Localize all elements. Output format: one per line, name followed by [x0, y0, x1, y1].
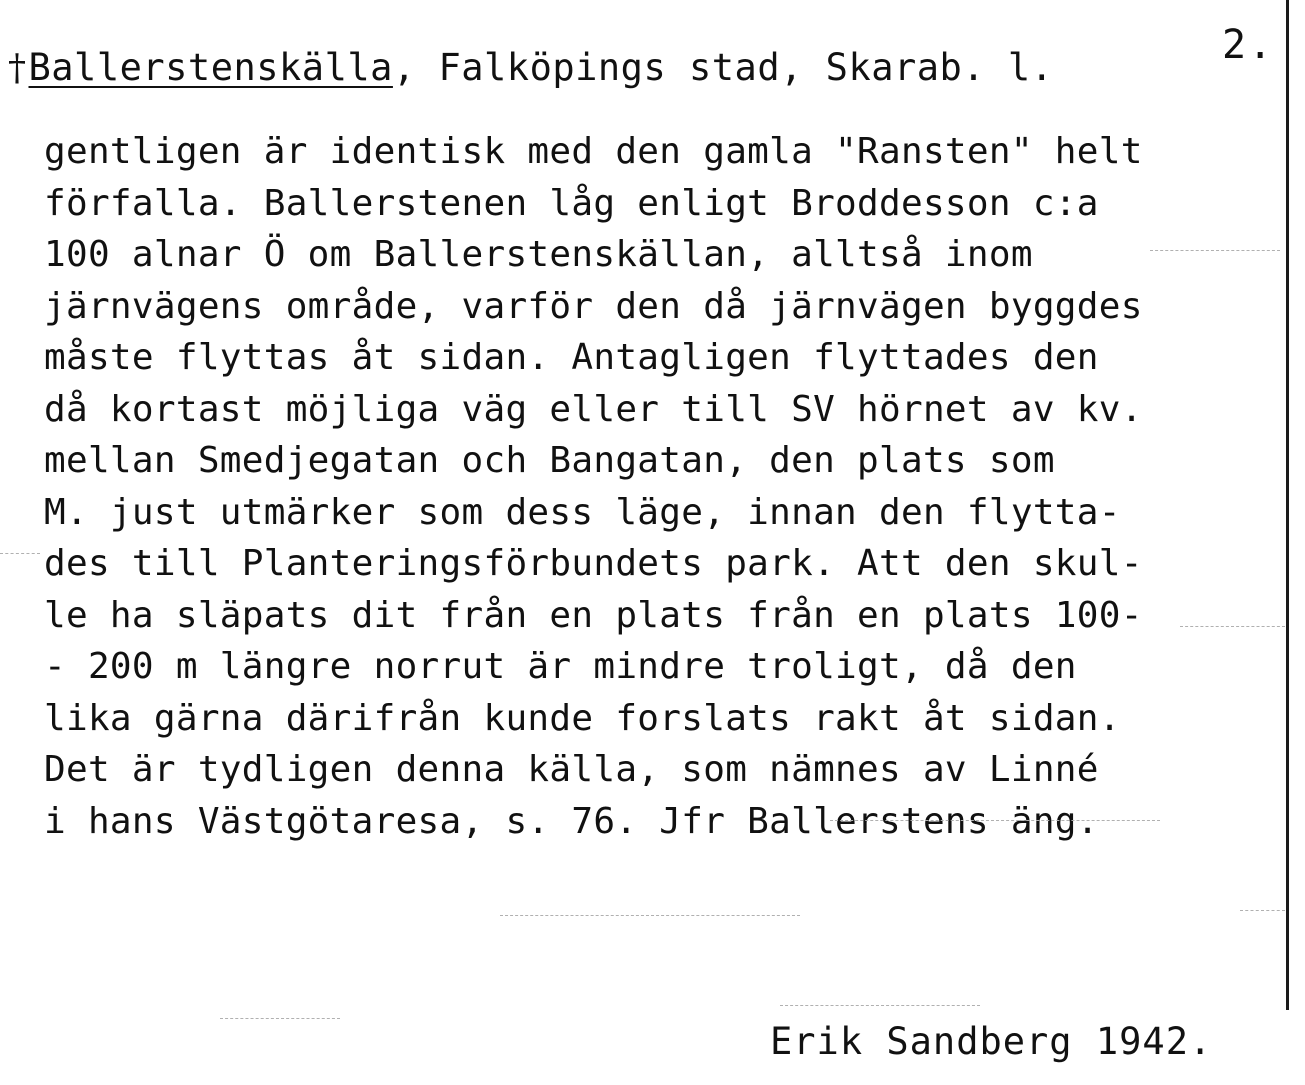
card-header — [8, 46, 1053, 89]
scan-artifact-line — [1180, 626, 1285, 628]
body-line: i hans Västgötaresa, s. 76. Jfr Ballerstens äng. — [44, 800, 1099, 842]
scan-artifact-line — [0, 553, 40, 555]
body-line: des till Planteringsförbundets park. Att den skul- — [44, 543, 1143, 584]
scan-artifact-line — [780, 1005, 980, 1007]
scan-artifact-line — [1150, 250, 1280, 252]
header-location: , Falköpings stad, Skarab. l. — [392, 46, 1054, 89]
card-body — [44, 126, 1289, 847]
scan-artifact-line — [500, 915, 800, 917]
body-line: 100 alnar Ö om Ballerstenskällan, alltså inom — [44, 234, 1033, 275]
body-line: Det är tydligen denna källa, som nämnes av Linné — [44, 749, 1099, 790]
body-line: - 200 m längre norrut är mindre troligt, då den — [44, 646, 1077, 687]
body-line: järnvägens område, varför den då järnvägen byggdes — [44, 285, 1143, 327]
scan-artifact-line — [1240, 910, 1285, 912]
place-name: Ballerstenskälla — [28, 46, 393, 89]
body-line: förfalla. Ballerstenen låg enligt Broddesson c:a — [44, 182, 1099, 224]
body-line: lika gärna därifrån kunde forslats rakt åt sidan. — [44, 697, 1121, 739]
page-number: 2. — [1222, 22, 1275, 68]
body-line: le ha släpats dit från en plats från en plats 100- — [44, 594, 1143, 636]
deceased-mark: † — [8, 48, 27, 89]
scan-artifact-line — [830, 820, 1160, 822]
signature: Erik Sandberg 1942. — [770, 1020, 1213, 1063]
body-line: då kortast möjliga väg eller till SV hörnet av kv. — [44, 388, 1143, 430]
body-line: måste flyttas åt sidan. Antagligen flyttades den — [44, 337, 1099, 378]
body-line: M. just utmärker som dess läge, innan den flytta- — [44, 491, 1121, 533]
body-line: mellan Smedjegatan och Bangatan, den plats som — [44, 440, 1055, 481]
body-line: gentligen är identisk med den gamla "Ransten" helt — [44, 131, 1143, 172]
scan-artifact-line — [220, 1018, 340, 1020]
